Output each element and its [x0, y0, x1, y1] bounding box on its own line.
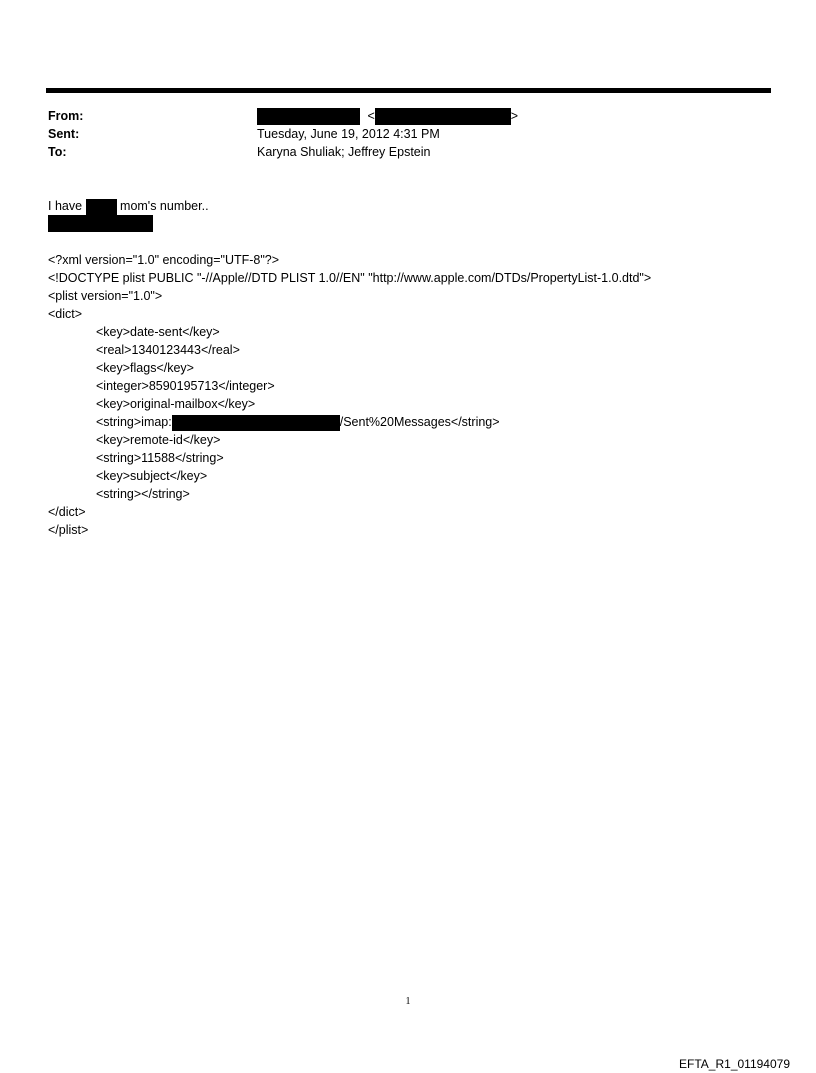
- xml-entry: <key>flags</key>: [96, 361, 194, 375]
- xml-entry: <string></string>: [96, 487, 190, 501]
- redaction-box: [257, 108, 360, 125]
- xml-entry: <integer>8590195713</integer>: [96, 379, 275, 393]
- xml-entry: <key>remote-id</key>: [96, 433, 221, 447]
- page-number: 1: [405, 996, 411, 1007]
- xml-dict-close: </dict>: [48, 505, 86, 519]
- xml-plist-block: [48, 251, 651, 539]
- xml-declaration: <?xml version="1.0" encoding="UTF-8"?>: [48, 253, 280, 267]
- xml-mailbox-string: [48, 413, 651, 431]
- redaction-box: [172, 415, 340, 431]
- xml-mailbox-prefix: <string>imap:: [96, 415, 172, 429]
- xml-dict-open: <dict>: [48, 307, 83, 321]
- xml-entry: <key>date-sent</key>: [96, 325, 220, 339]
- sent-label: Sent:: [48, 127, 80, 141]
- xml-entry: <key>original-mailbox</key>: [96, 397, 256, 411]
- header-rule: [46, 88, 771, 93]
- to-label: To:: [48, 145, 67, 159]
- sent-value: Tuesday, June 19, 2012 4:31 PM: [257, 127, 440, 141]
- xml-entry: <key>subject</key>: [96, 469, 208, 483]
- body-line: [48, 198, 209, 215]
- from-label: From:: [48, 109, 84, 123]
- xml-doctype: <!DOCTYPE plist PUBLIC "-//Apple//DTD PLIST 1.0//EN" "http://www.apple.com/DTDs/PropertyList-1.0.dtd">: [48, 271, 652, 285]
- redaction-box: [86, 199, 117, 215]
- body-line-end: mom's number..: [120, 199, 209, 213]
- xml-plist-close: </plist>: [48, 523, 89, 537]
- body-line-start: I have: [48, 199, 83, 213]
- xml-mailbox-suffix: /Sent%20Messages</string>: [339, 415, 500, 429]
- to-value: Karyna Shuliak; Jeffrey Epstein: [257, 145, 431, 159]
- xml-entry: <string>11588</string>: [96, 451, 224, 465]
- xml-entry: <real>1340123443</real>: [96, 343, 240, 357]
- redaction-box: [375, 108, 511, 125]
- xml-plist-open: <plist version="1.0">: [48, 289, 163, 303]
- bates-number: EFTA_R1_01194079: [679, 1057, 790, 1071]
- redaction-box: [48, 215, 153, 232]
- from-gt: >: [510, 109, 519, 123]
- from-value: [257, 108, 518, 125]
- from-lt: <: [367, 109, 375, 123]
